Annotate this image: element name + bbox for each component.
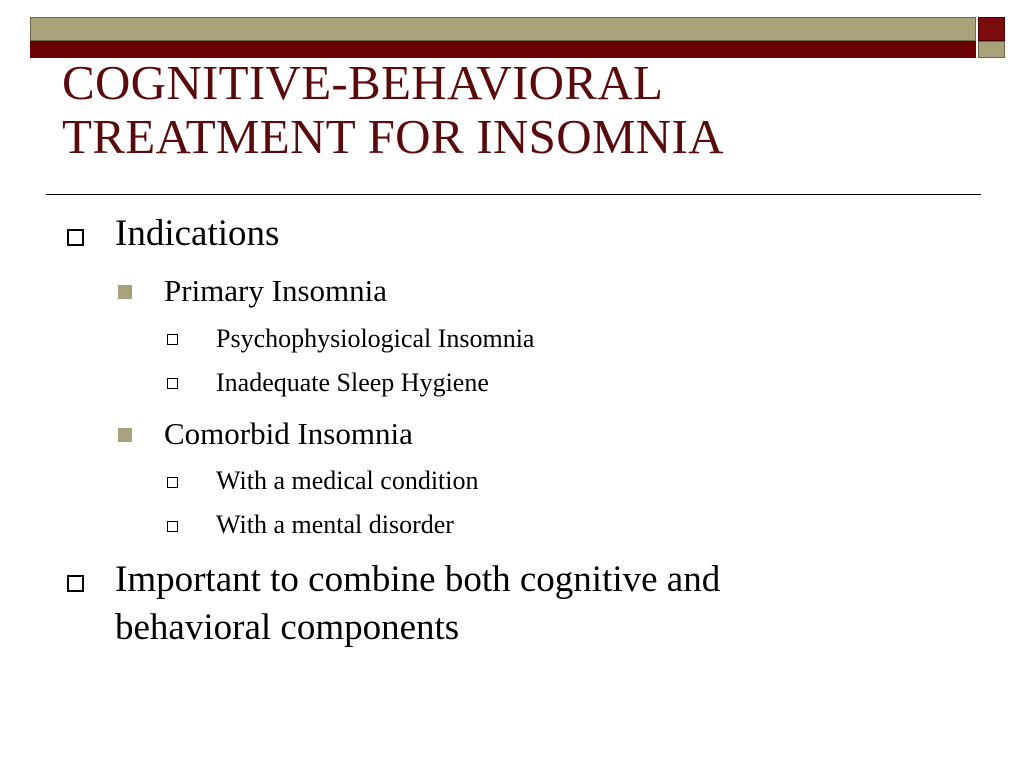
bullet-medical-condition: With a medical condition — [216, 466, 479, 495]
solid-square-bullet-icon — [118, 428, 132, 442]
slide-title-line-2: TREATMENT FOR INSOMNIA — [62, 109, 724, 164]
bullet-inadequate-sleep-hygiene: Inadequate Sleep Hygiene — [216, 368, 489, 397]
slide-title-line-1: COGNITIVE-BEHAVIORAL — [62, 55, 664, 110]
bullet-comorbid-insomnia: Comorbid Insomnia — [164, 416, 413, 451]
hollow-square-bullet-icon — [67, 575, 84, 592]
solid-square-bullet-icon — [118, 285, 132, 299]
bullet-primary-insomnia: Primary Insomnia — [164, 273, 387, 308]
hollow-square-bullet-icon — [167, 477, 178, 488]
bullet-important-line-1: Important to combine both cognitive and — [115, 559, 721, 600]
bullet-mental-disorder: With a mental disorder — [216, 510, 454, 539]
hollow-square-bullet-icon — [167, 521, 178, 532]
hollow-square-bullet-icon — [167, 378, 178, 389]
bullet-indications: Indications — [115, 213, 280, 254]
hollow-square-bullet-icon — [67, 229, 84, 246]
bullet-important-line-2: behavioral components — [115, 607, 460, 648]
hollow-square-bullet-icon — [167, 334, 178, 345]
bullet-psychophysiological-insomnia: Psychophysiological Insomnia — [216, 324, 535, 353]
